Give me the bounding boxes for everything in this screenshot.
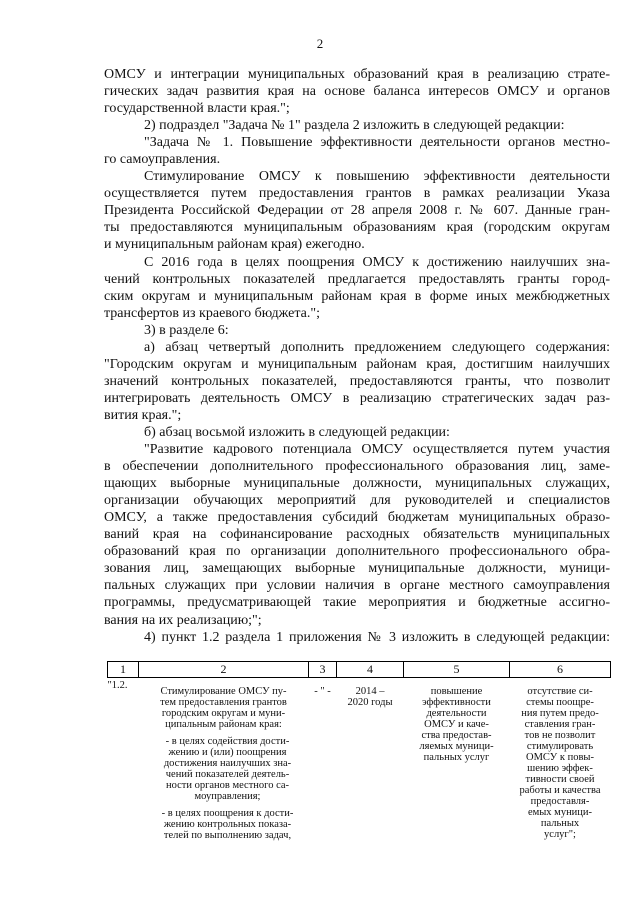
cell-line: ципальным районам края: bbox=[165, 719, 282, 730]
text-line: зования лиц, замещающих выборные муниципальные должности, муници- bbox=[104, 561, 610, 577]
table-row bbox=[108, 678, 611, 848]
text-line: программы, предусматривающей такие мероприятия и бюджетные ассигно- bbox=[104, 595, 610, 611]
text-line: щающих выборные муниципальные должности, муниципальных служащих, bbox=[104, 476, 610, 492]
cell-line: 2014 – bbox=[355, 686, 385, 697]
cell-line: - в целях поощрения к дости- bbox=[161, 808, 294, 819]
cell-line: ОМСУ к повы- bbox=[526, 752, 594, 763]
cell-line: пальных услуг bbox=[423, 752, 490, 763]
cell-line: городским округам и муни- bbox=[161, 708, 286, 719]
cell-line: жению контрольных показа- bbox=[163, 819, 292, 830]
cell-line: Стимулирование ОМСУ пу- bbox=[160, 686, 287, 697]
cell-line: ляемых муници- bbox=[419, 741, 494, 752]
text-line: государственной власти края."; bbox=[104, 101, 290, 117]
cell-line: чений показателей деятель- bbox=[165, 769, 290, 780]
cell-line: пальных bbox=[540, 818, 580, 829]
cell-line: стемы поощре- bbox=[526, 697, 594, 708]
cell-line: тов не позволит bbox=[524, 730, 596, 741]
text-line: "Задача № 1. Повышение эффективности деятельности органов местно- bbox=[144, 135, 610, 151]
cell-line: шению эффек- bbox=[527, 763, 593, 774]
text-line: чений контрольных показателей предлагается предоставлять гранты город- bbox=[104, 271, 610, 287]
text-line: и муниципальным районам края) ежегодно. bbox=[104, 237, 365, 253]
text-line: Президента Российской Федерации от 28 апреля 2008 г. № 607. Данные гран- bbox=[104, 203, 610, 219]
text-line: трансфертов из краевого бюджета."; bbox=[104, 305, 320, 321]
text-line: 4) пункт 1.2 раздела 1 приложения № 3 изложить в следующей редакции: bbox=[144, 629, 610, 645]
measure-heading bbox=[139, 686, 309, 730]
text-line: организации обучающих мероприятий для руководителей и специалистов bbox=[104, 493, 610, 509]
document-body bbox=[104, 66, 610, 646]
text-line: ским округам и муниципальным районам края в форме иных межбюджетных bbox=[104, 288, 610, 304]
cell-line: достижения наилучших зна- bbox=[163, 758, 292, 769]
cell-line: услуг"; bbox=[544, 829, 576, 840]
cell-line: ности органов местного са- bbox=[165, 780, 290, 791]
cell-line: ства предостав- bbox=[421, 730, 492, 741]
cell-line: ОМСУ и каче- bbox=[424, 719, 489, 730]
table-header-cell: 2 bbox=[139, 662, 309, 678]
table-header-cell: 6 bbox=[510, 662, 611, 678]
cell-line: тивности своей bbox=[525, 774, 595, 785]
consequences-cell bbox=[510, 678, 611, 848]
text-line: "Городским округам и муниципальным районам края, достигшим наилучших bbox=[104, 356, 610, 372]
text-line: гических задач развития края на основе баланса интересов ОМСУ и органов bbox=[104, 84, 610, 100]
cell-line: стимулировать bbox=[526, 741, 594, 752]
text-line: С 2016 года в целях поощрения ОМСУ к достижению наилучших зна- bbox=[144, 254, 610, 270]
text-line: ОМСУ, а также предоставления субсидий бюджетам муниципальных образо- bbox=[104, 510, 610, 526]
cell-line: емых муници- bbox=[527, 807, 593, 818]
text-line: в обеспечении дополнительного профессионального образования лиц, заме- bbox=[104, 459, 610, 475]
cell-line: жению и (или) поощрения bbox=[168, 747, 287, 758]
cell-line: моуправления; bbox=[194, 791, 261, 802]
table-header-row bbox=[108, 662, 611, 678]
text-line: Стимулирование ОМСУ к повышению эффективности деятельности bbox=[144, 169, 610, 185]
expected-result-cell bbox=[404, 678, 510, 848]
text-line: ОМСУ и интеграции муниципальных образований края в реализацию страте- bbox=[104, 67, 610, 82]
text-line: значений контрольных показателей, предоставляются гранты, что позволит bbox=[104, 373, 610, 389]
cell-line: ния путем предо- bbox=[521, 708, 599, 719]
cell-line: эффективности bbox=[422, 697, 491, 708]
cell-line: работы и качества bbox=[519, 785, 601, 796]
text-line: б) абзац восьмой изложить в следующей редакции: bbox=[144, 424, 450, 440]
text-line: осуществляется путем предоставления грантов в рамках реализации Указа bbox=[104, 186, 610, 202]
text-line: 3) в разделе 6: bbox=[144, 322, 229, 338]
cell-line: деятельности bbox=[426, 708, 487, 719]
cell-line: тем предоставления грантов bbox=[160, 697, 287, 708]
page-number: 2 bbox=[316, 36, 324, 51]
text-line: ваний края на софинансирование расходных обязательств муниципальных bbox=[104, 527, 610, 543]
measure-item-1 bbox=[139, 736, 309, 802]
cell-line: повышение bbox=[430, 686, 483, 697]
text-line: а) абзац четвертый дополнить предложением следующего содержания: bbox=[144, 339, 610, 355]
appendix-table bbox=[107, 661, 611, 847]
cell-line: отсутствие си- bbox=[527, 686, 593, 697]
table-header-cell: 3 bbox=[309, 662, 337, 678]
cell-line: предоставля- bbox=[530, 796, 590, 807]
measure-description bbox=[139, 678, 309, 848]
text-line: 2) подраздел "Задача № 1" раздела 2 изложить в следующей редакции: bbox=[144, 118, 565, 134]
table-header-cell: 5 bbox=[404, 662, 510, 678]
text-line: вития края."; bbox=[104, 407, 182, 423]
period-cell bbox=[337, 678, 404, 848]
text-line: образований края по организации дополнительного профессионального обра- bbox=[104, 544, 610, 560]
measure-item-2 bbox=[139, 808, 309, 841]
cell-line: 2020 годы bbox=[347, 697, 393, 708]
table-header-cell: 4 bbox=[337, 662, 404, 678]
text-line: интегрировать деятельность ОМСУ в реализацию стратегических задач раз- bbox=[104, 390, 610, 406]
text-line: вания на их реализацию;"; bbox=[104, 612, 262, 628]
text-line: пальных служащих при условии наличия в органе местного самоуправления bbox=[104, 578, 610, 594]
executor-cell: - " - bbox=[314, 686, 331, 697]
cell-line: - в целях содействия дости- bbox=[165, 736, 290, 747]
text-line: ты предоставляются муниципальным образованиям края (городским округам bbox=[104, 220, 610, 236]
text-line: "Развитие кадрового потенциала ОМСУ осуществляется путем участия bbox=[144, 442, 610, 458]
cell-line: телей по выполнению задач, bbox=[163, 830, 292, 841]
text-line: го самоуправления. bbox=[104, 152, 221, 168]
cell-line: ставления гран- bbox=[524, 719, 596, 730]
item-number: "1.2. bbox=[107, 680, 128, 691]
table-header-cell: 1 bbox=[108, 662, 139, 678]
